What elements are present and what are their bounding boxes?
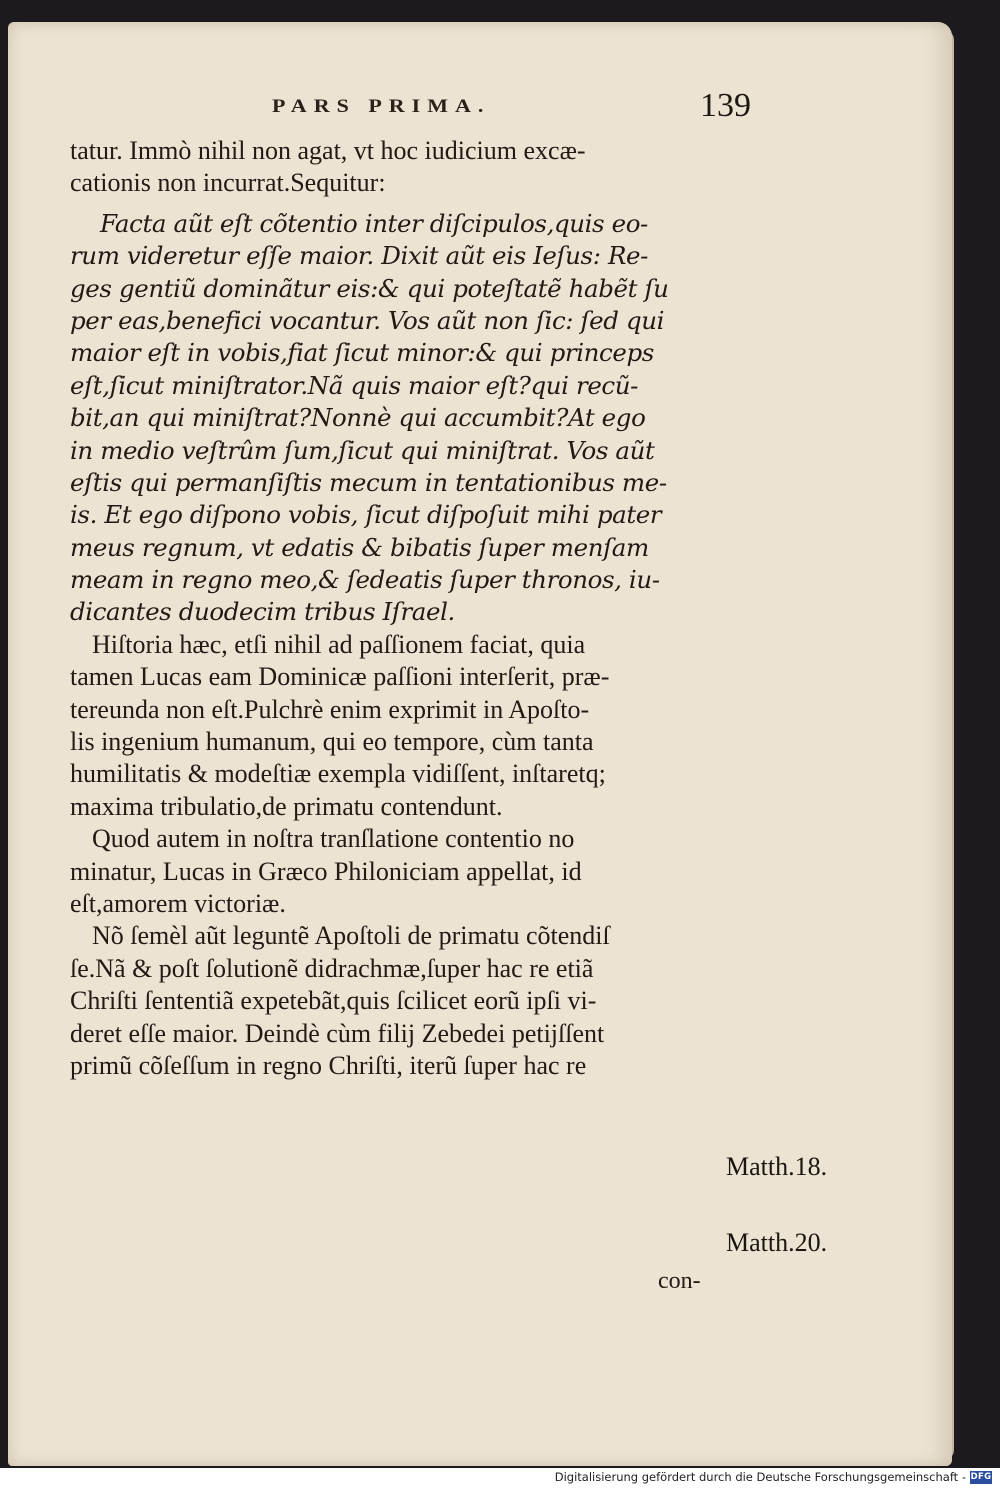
paragraph	[70, 629, 740, 823]
text-line: primũ cõſeſſum in regno Chriſti, iterũ ſuper hac re	[70, 1050, 587, 1080]
body-text	[70, 135, 740, 1082]
paragraph	[70, 920, 740, 1082]
footer-bar	[0, 1468, 1000, 1488]
text-line: tamen Lucas eam Dominicæ paſſioni interſerit, præ-	[70, 662, 610, 692]
quote-line: ges gentiũ dominãtur eis:& qui poteſtatẽ habẽt ſu	[70, 273, 669, 303]
running-head: PARS PRIMA.	[272, 94, 491, 117]
text-line: deret eſſe maior. Deindè cùm filij Zebedei petijſſent	[70, 1018, 605, 1048]
text-line: Chriſti ſententiã expetebãt,quis ſcilicet eorũ ipſi vi-	[70, 986, 597, 1016]
paragraph	[70, 823, 740, 920]
dfg-logo-icon: DFG	[970, 1472, 992, 1482]
quote-line: per eas,benefici vocantur. Vos aũt non ſic: ſed qui	[70, 305, 665, 335]
margin-note: Matth.18.	[726, 1152, 828, 1181]
quote-line: bit,an qui miniſtrat?Nonnè qui accumbit?At ego	[70, 403, 646, 433]
quote-line: rum videretur eſſe maior. Dixit aũt eis Ieſus: Re-	[70, 241, 648, 271]
funding-credit: Digitalisierung gefördert durch die Deutsche Forschungsgemeinschaft -	[554, 1470, 966, 1484]
text-line: lis ingenium humanum, qui eo tempore, cùm tanta	[70, 727, 594, 757]
text-line: eſt,amorem victoriæ.	[70, 888, 286, 918]
text-line: maxima tribulatio,de primatu contendunt.	[70, 791, 503, 821]
text-line: humilitatis & modeſtiæ exempla vidiſſent, inſtaretq;	[70, 759, 606, 789]
text-line: Hiſtoria hæc, etſi nihil ad paſſionem faciat, quia	[92, 629, 586, 659]
margin-note: Matth.20.	[726, 1228, 828, 1257]
page-header	[0, 87, 1000, 124]
quote-line: dicantes duodecim tribus Iſrael.	[70, 597, 455, 627]
page-number: 139	[700, 87, 751, 124]
text-line: Nõ ſemèl aũt leguntẽ Apoſtoli de primatu cõtendiſ	[92, 921, 610, 951]
scripture-quote	[70, 208, 740, 629]
quote-line: maior eſt in vobis,fiat ſicut minor:& qui princeps	[70, 338, 654, 368]
text-line: Quod autem in noſtra tranſlatione contentio no	[92, 824, 575, 854]
quote-line: Facta aũt eſt cõtentio inter diſcipulos,quis eo-	[100, 208, 648, 238]
quote-line: eſtis qui permanſiſtis mecum in tentationibus me-	[70, 467, 667, 497]
quote-line: meam in regno meo,& ſedeatis ſuper thronos, iu-	[70, 565, 660, 595]
text-line: ſe.Nã & poſt ſolutionẽ didrachmæ,ſuper hac re etiã	[70, 953, 594, 983]
quote-line: is. Et ego diſpono vobis, ſicut diſpoſuit mihi pater	[70, 500, 662, 530]
quote-line: eſt,ſicut miniſtrator.Nã quis maior eſt?qui recũ-	[70, 370, 638, 400]
quote-line: in medio veſtrûm ſum,ſicut qui miniſtrat. Vos aũt	[70, 435, 655, 465]
text-line: tereunda non eſt.Pulchrè enim exprimit in Apoſto-	[70, 694, 590, 724]
text-line: cationis non incurrat.Sequitur:	[70, 168, 386, 198]
spacer	[70, 200, 740, 208]
text-line: tatur. Immò nihil non agat, vt hoc iudicium excæ-	[70, 136, 586, 165]
catchword: con-	[658, 1268, 701, 1294]
text-line: minatur, Lucas in Græco Philoniciam appellat, id	[70, 856, 582, 886]
quote-line: meus regnum, vt edatis & bibatis ſuper menſam	[70, 532, 649, 562]
